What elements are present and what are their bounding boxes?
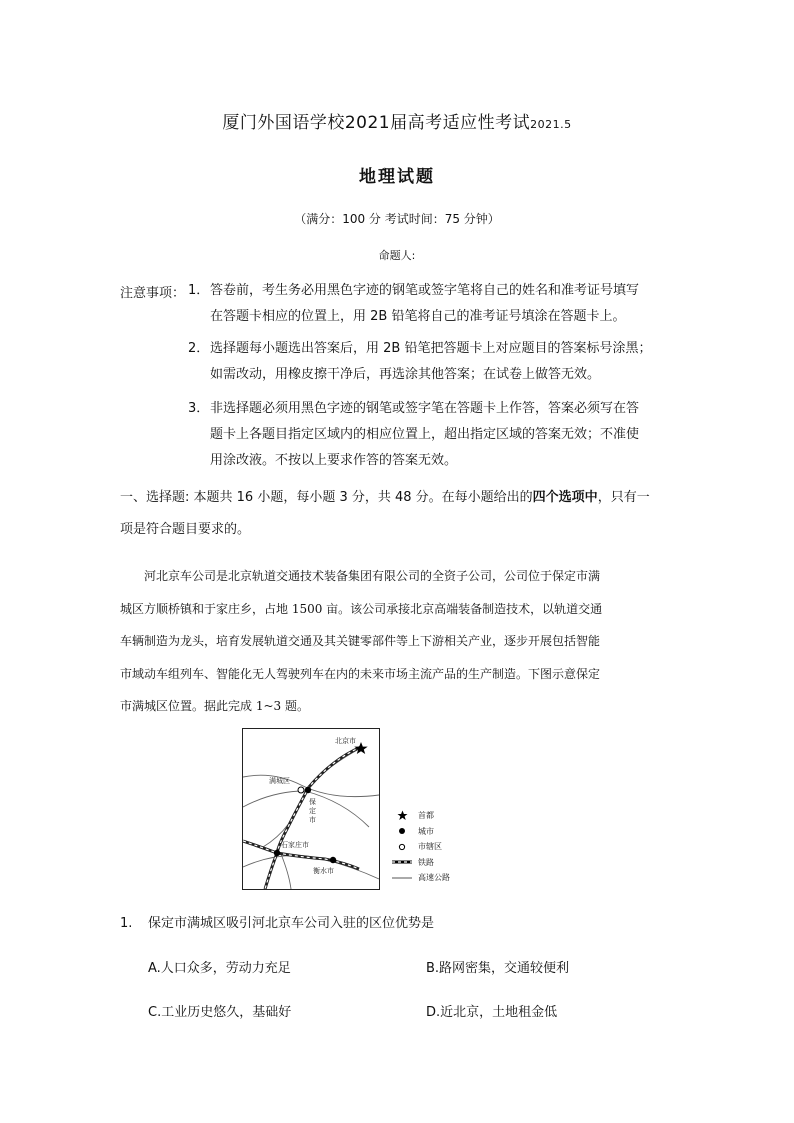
question-1 (120, 912, 434, 931)
dot-icon (392, 827, 412, 835)
railway-dash (243, 747, 361, 889)
map-label-baoding: 保 (309, 798, 316, 806)
notice-label: 注意事项： (120, 286, 186, 301)
beijing-star-icon (354, 742, 367, 754)
notice-num: 1． (188, 283, 210, 298)
notice-text: 答卷前，考生务必用黑色字迹的钢笔或签字笔将自己的姓名和准考证号填写 (210, 283, 640, 298)
map-label-hengshui: 衡水市 (313, 867, 334, 875)
subject-title: 地理试题 (359, 167, 435, 187)
passage-line: 市域动车组列车、智能化无人驾驶列车在内的未来市场主流产品的生产制造。下图示意保定 (120, 666, 601, 681)
passage-line: 车辆制造为龙头，培育发展轨道交通及其关键零部件等上下游相关产业，逐步开展包括智能 (120, 634, 601, 648)
legend-label: 铁路 (418, 857, 434, 867)
notice-num: 2． (188, 341, 210, 356)
map-legend (392, 808, 450, 886)
section-text: ，只有一 (597, 490, 650, 505)
section-text: 项是符合题目要求的。 (120, 522, 251, 537)
notice-text: 用涂改液。不按以上要求作答的答案无效。 (210, 453, 458, 468)
notice-text: 如需改动，用橡皮擦干净后，再选涂其他答案；在试卷上做答无效。 (210, 367, 601, 382)
notice-item-3 (188, 396, 684, 474)
map-label-baoding: 市 (309, 816, 316, 824)
legend-label: 市辖区 (418, 842, 442, 851)
section-heading (120, 482, 680, 546)
map-label-beijing: 北京市 (335, 737, 356, 745)
question-stem: 保定市满城区吸引河北京车公司入驻的区位优势是 (148, 916, 435, 931)
notice-item-1 (188, 278, 684, 330)
map-svg (243, 729, 379, 889)
notice-text: 题卡上各题目指定区域内的相应位置上，超出指定区域的答案无效；不准使 (210, 427, 640, 442)
passage-line: 城区方顺桥镇和于家庄乡，占地 1500 亩。该公司承接北京高端装备制造技术，以轨道交通 (120, 601, 603, 616)
location-map (242, 728, 380, 890)
legend-item (392, 855, 450, 871)
reading-passage (120, 560, 676, 723)
legend-item (392, 808, 450, 824)
passage-line: 市满城区位置。据此完成 1~3 题。 (120, 699, 309, 713)
legend-label: 首都 (418, 811, 434, 820)
notice-item-2 (188, 336, 684, 388)
option-a: A.人口众多，劳动力充足 (148, 961, 291, 976)
legend-item (392, 824, 450, 840)
notice-num: 3． (188, 401, 210, 416)
shijiazhuang-dot-icon (274, 850, 280, 856)
legend-item (392, 839, 450, 855)
exam-title (0, 108, 794, 133)
passage-line: 河北京车公司是北京轨道交通技术装备集团有限公司的全资子公司，公司位于保定市满 (144, 569, 601, 583)
circle-icon (392, 843, 412, 851)
section-text: 一、选择题: 本题共 16 小题，每小题 3 分，共 48 分。在每小题给出的 (120, 490, 533, 505)
highway-icon (392, 876, 412, 880)
hengshui-dot-icon (330, 857, 336, 863)
railway-icon (392, 859, 412, 865)
legend-label: 城市 (418, 826, 434, 836)
author-line: 命题人: (378, 249, 416, 262)
exam-date: 2021.5 (530, 118, 572, 131)
map-label-mancheng: 满城区 (269, 777, 290, 785)
score-info: （满分：100 分 考试时间：75 分钟） (294, 212, 500, 226)
option-b: B.路网密集，交通较便利 (426, 961, 570, 976)
notice-text: 在答题卡相应的位置上，用 2B 铅笔将自己的准考证号填涂在答题卡上。 (210, 309, 626, 324)
legend-label: 高速公路 (418, 873, 450, 882)
mancheng-circle-icon (298, 787, 304, 793)
exam-title-text: 厦门外国语学校2021届高考适应性考试 (222, 113, 531, 133)
map-label-baoding: 定 (309, 807, 316, 815)
legend-item (392, 870, 450, 886)
map-label-shijiazhuang: 石家庄市 (281, 841, 309, 849)
notice-text: 选择题每小题选出答案后，用 2B 铅笔把答题卡上对应题目的答案标号涂黑； (210, 341, 652, 356)
baoding-dot-icon (305, 787, 311, 793)
option-c: C.工业历史悠久，基础好 (148, 1005, 292, 1020)
section-bold-text: 四个选项中 (532, 490, 598, 505)
notice-text: 非选择题必须用黑色字迹的钢笔或签字笔在答题卡上作答，答案必须写在答 (210, 401, 640, 416)
option-d: D.近北京，土地租金低 (426, 1005, 558, 1020)
star-icon (392, 810, 412, 821)
question-number: 1. (120, 916, 133, 931)
railway-lines (243, 747, 361, 889)
